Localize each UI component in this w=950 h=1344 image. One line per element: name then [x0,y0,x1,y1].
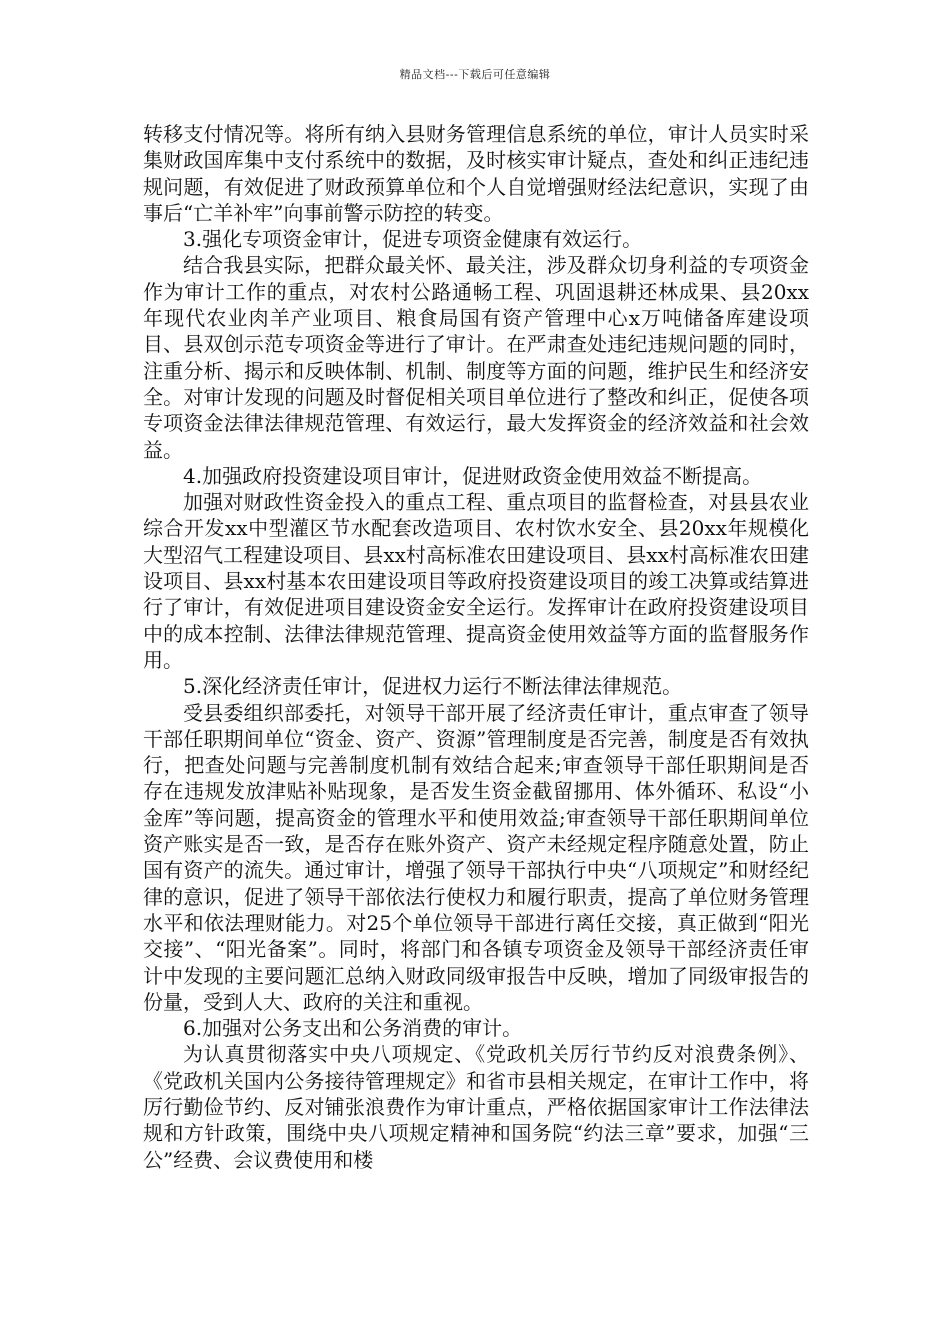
section-heading-5: 5.深化经济责任审计，促进权力运行不断法律法律规范。 [183,674,683,699]
section-heading-3: 3.强化专项资金审计，促进专项资金健康有效运行。 [183,227,643,252]
paragraph-public-expenditure: 为认真贯彻落实中央八项规定、《党政机关厉行节约反对浪费条例》、《党政机关国内公务接待管理规定》和省市县相关规定，在审计工作中，将厉行勤俭节约、反对铺张浪费作为审计重点，严格依据国家审计工作法律法规和方针政策，围绕中央八项规定精神和国务院“约法三章”要求，加强“三公”经费、会议费使用和楼 [143,1042,809,1172]
paragraph-investment-projects: 加强对财政性资金投入的重点工程、重点项目的监督检查，对县县农业综合开发xx中型灌区节水配套改造项目、农村饮水安全、县20xx年规模化大型沼气工程建设项目、县xx村高标准农田建设项目、县xx村高标准农田建设项目、县xx村基本农田建设项目等政府投资建设项目的竣工决算或结算进行了审计，有效促进项目建设资金安全运行。发挥审计在政府投资建设项目中的成本控制、法律法律规范管理、提高资金使用效益等方面的监督服务作用。 [143,490,809,672]
document-body [143,121,809,1173]
section-heading-6: 6.加强对公务支出和公务消费的审计。 [183,1016,523,1041]
paragraph-special-funds: 结合我县实际，把群众最关怀、最关注，涉及群众切身利益的专项资金作为审计工作的重点，对农村公路通畅工程、巩固退耕还林成果、县20xx年现代农业肉羊产业项目、粮食局国有资产管理中心x万吨储备库建设项目、县双创示范专项资金等进行了审计。在严肃查处违纪违规问题的同时，注重分析、揭示和反映体制、机制、制度等方面的问题，维护民生和经济安全。对审计发现的问题及时督促相关项目单位进行了整改和纠正，促使各项专项资金法律法律规范管理、有效运行，最大发挥资金的经济效益和社会效益。 [143,253,809,462]
paragraph-economic-responsibility: 受县委组织部委托，对领导干部开展了经济责任审计，重点审查了领导干部任职期间单位“资金、资产、资源”管理制度是否完善，制度是否有效执行，把查处问题与完善制度机制有效结合起来;审查领导干部任职期间是否存在违规发放津贴补贴现象，是否发生资金截留挪用、体外循环、私设“小金库”等问题，提高资金的管理水平和使用效益;审查领导干部任职期间单位资产账实是否一致，是否存在账外资产、资产未经规定程序随意处置，防止国有资产的流失。通过审计，增强了领导干部执行中央“八项规定”和财经纪律的意识，促进了领导干部依法行使权力和履行职责，提高了单位财务管理水平和依法理财能力。对25个单位领导干部进行离任交接，真正做到“阳光交接”、“阳光备案”。同时，将部门和各镇专项资金及领导干部经济责任审计中发现的主要问题汇总纳入财政同级审报告中反映，增加了同级审报告的份量，受到人大、政府的关注和重视。 [143,700,809,1014]
paragraph-continuation: 转移支付情况等。将所有纳入县财务管理信息系统的单位，审计人员实时采集财政国库集中支付系统中的数据，及时核实审计疑点，查处和纠正违纪违规问题，有效促进了财政预算单位和个人自觉增强财经法纪意识，实现了由事后“亡羊补牢”向事前警示防控的转变。 [143,122,809,225]
section-heading-4: 4.加强政府投资建设项目审计，促进财政资金使用效益不断提高。 [183,463,763,488]
page-header: 精品文档---下载后可任意编辑 [399,68,551,81]
